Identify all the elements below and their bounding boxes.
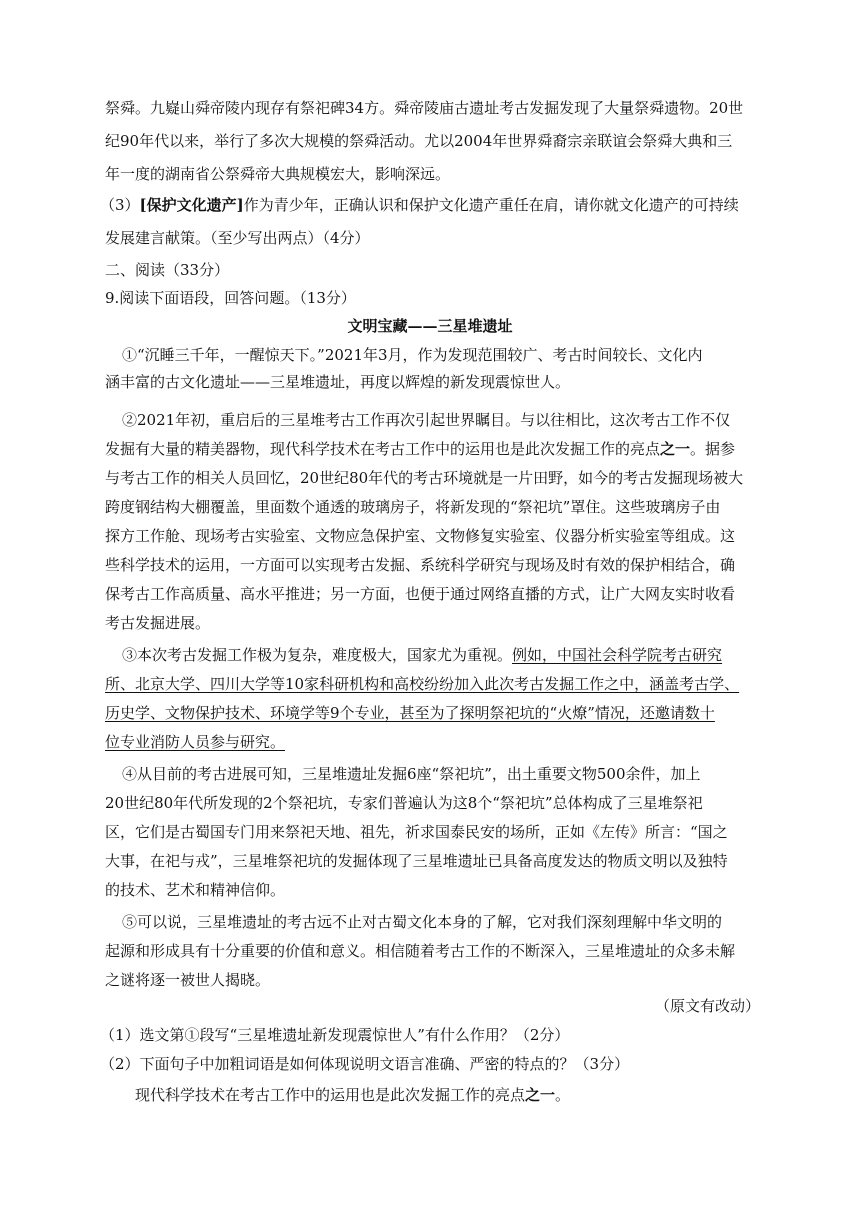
question-number: （3） <box>100 196 140 214</box>
question-topic: [保护文化遗产] <box>139 196 244 214</box>
paragraph-2-line2 <box>105 439 757 459</box>
paragraph-4-line1: ④从目前的考古进展可知，三星堆遗址发掘6座“祭祀坑”，出土重要文物500余件，加上 <box>122 765 701 783</box>
paragraph-2-line4: 跨度钢结构大棚覆盖，里面数个通透的玻璃房子，将新发现的“祭祀坑”罩住。这些玻璃房子由 <box>105 498 721 516</box>
paragraph-2-line1: ②2021年初，重启后的三星堆考古工作再次引起世界瞩目。与以往相比，这次考古工作不仅 <box>122 411 731 429</box>
text-line: 祭舜。九嶷山舜帝陵内现存有祭祀碑34方。舜帝陵庙古遗址考古发掘发现了大量祭舜遗物。20世 <box>105 99 744 117</box>
article-title: 文明宝藏——三星堆遗址 <box>347 317 513 335</box>
question-3 <box>100 195 752 215</box>
question-9: 9.阅读下面语段，回答问题。（13分） <box>105 289 356 307</box>
text-run: 现代科学技术在考古工作中的运用也是此次发掘工作的亮点 <box>135 1086 526 1104</box>
paragraph-4-line5: 的技术、艺术和精神信仰。 <box>105 881 286 899</box>
paragraph-3-line1 <box>122 645 774 665</box>
paragraph-2-line3: 与考古工作的相关人员回忆，20世纪80年代的考古环境就是一片田野，如今的考古发掘现场被大 <box>105 469 744 487</box>
source-note: （原文有改动） <box>654 997 760 1015</box>
question-3-line2: 发展建言献策。（至少写出两点）（4分） <box>105 229 370 247</box>
bold-term: 之一 <box>525 1086 556 1104</box>
paragraph-5-line1: ⑤可以说，三星堆遗址的考古远不止对古蜀文化本身的了解，它对我们深刻理解中华文明的 <box>122 913 723 931</box>
sub-question-1: （1）选文第①段写“三星堆遗址新发现震惊世人”有什么作用？（2分） <box>100 1026 570 1044</box>
paragraph-1-line1: ①“沉睡三千年，一醒惊天下。”2021年3月，作为发现范围较广、考古时间较长、文化内 <box>122 346 703 364</box>
text-run: ③本次考古发掘工作极为复杂，难度极大，国家尤为重视。 <box>122 646 513 664</box>
paragraph-5-line3: 之谜将逐一被世人揭晓。 <box>105 971 271 989</box>
question-text: 作为青少年，正确认识和保护文化遗产重任在肩，请你就文化遗产的可持续 <box>243 196 739 214</box>
text-run: 发掘有大量的精美器物，现代科学技术在考古工作中的运用也是此次发掘工作的亮点 <box>105 440 661 458</box>
quoted-sentence <box>135 1085 787 1105</box>
paragraph-4-line4: 大事，在祀与戎”，三星堆祭祀坑的发掘体现了三星堆遗址已具备高度发达的物质文明以及独特 <box>105 852 728 870</box>
paragraph-5-line2: 起源和形成具有十分重要的价值和意义。相信随着考古工作的不断深入，三星堆遗址的众多未解 <box>105 942 736 960</box>
sub-question-2: （2）下面句子中加粗词语是如何体现说明文语言准确、严密的特点的？（3分） <box>100 1055 630 1073</box>
paragraph-2-line5: 探方工作舱、现场考古实验室、文物应急保护室、文物修复实验室、仪器分析实验室等组成。这 <box>105 527 736 545</box>
paragraph-3-line4 <box>105 732 757 752</box>
paragraph-2-line6: 些科学技术的运用，一方面可以实现考古发掘、系统科学研究与现场及时有效的保护相结合，确 <box>105 556 736 574</box>
paragraph-4-line3: 区，它们是古蜀国专门用来祭祀天地、祖先，祈求国泰民安的场所，正如《左传》所言：“国之 <box>105 823 728 841</box>
paragraph-4-line2: 20世纪80年代所发现的2个祭祀坑，专家们普遍认为这8个“祭祀坑”总体构成了三星堆祭祀 <box>105 794 703 812</box>
section-heading: 二、阅读（33分） <box>105 261 230 279</box>
text-line: 纪90年代以来，举行了多次大规模的祭舜活动。尤以2004年世界舜裔宗亲联谊会祭舜大典和三 <box>105 132 733 150</box>
text-run: 。 <box>555 1086 571 1104</box>
paragraph-3-line3: 历史学、文物保护技术、环境学等9个专业，甚至为了探明祭祀坑的“火燎”情况，还邀请数十 <box>105 704 715 722</box>
underlined-text: 位专业消防人员参与研究。 <box>105 733 286 751</box>
text-run: 。据参 <box>690 440 736 458</box>
paragraph-2-line8: 考古发掘进展。 <box>105 614 211 632</box>
paragraph-3-line2: 所、北京大学、四川大学等10家科研机构和高校纷纷加入此次考古发掘工作之中，涵盖考古学、 <box>105 675 740 693</box>
underlined-text: 例如，中国社会科学院考古研究 <box>512 646 723 664</box>
paragraph-1-line2: 涵丰富的古文化遗址——三星堆遗址，再度以辉煌的新发现震惊世人。 <box>105 373 571 391</box>
text-line: 年一度的湖南省公祭舜帝大典规模宏大，影响深远。 <box>105 165 451 183</box>
paragraph-2-line7: 保考古工作高质量、高水平推进；另一方面，也便于通过网络直播的方式，让广大网友实时收看 <box>105 585 736 603</box>
bold-term: 之一 <box>660 440 691 458</box>
